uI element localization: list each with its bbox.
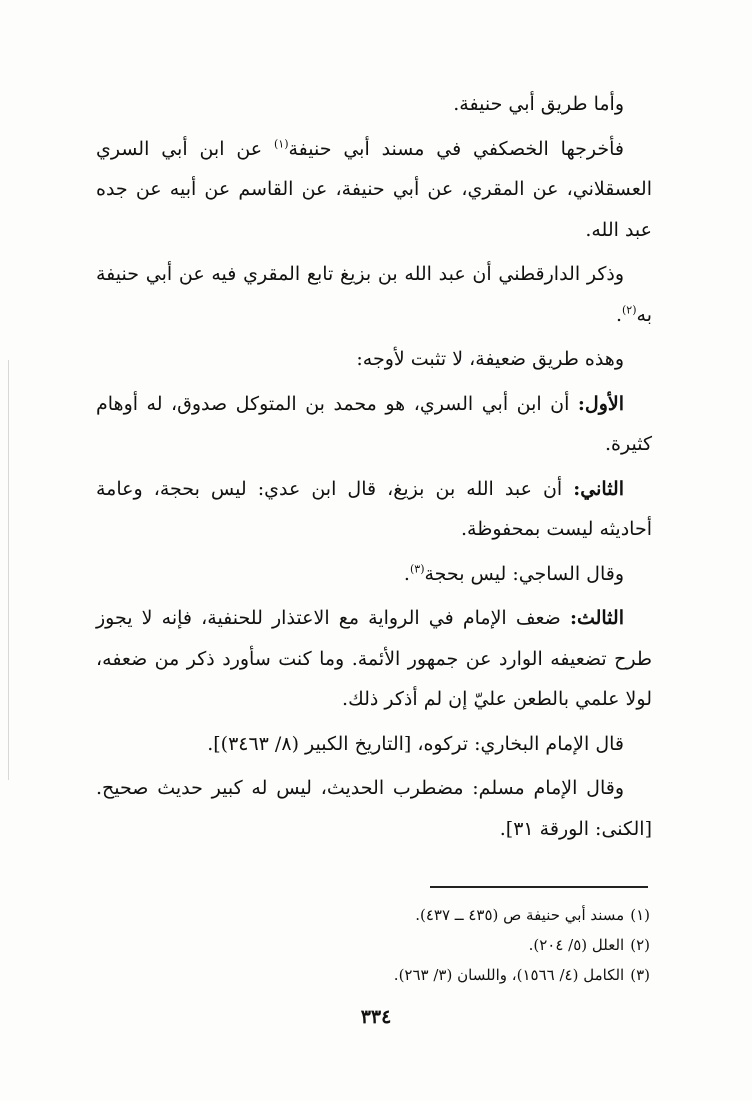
paragraph-lead: الأول: — [577, 392, 624, 415]
paragraph-3 — [96, 254, 652, 335]
paragraph-5 — [96, 384, 652, 465]
paragraph-10 — [96, 768, 652, 849]
footnote-1 — [120, 900, 652, 930]
paragraph-text: وقال الساجي: ليس بحجة — [424, 562, 624, 585]
paragraph-tail: عن ابن أبي السري العسقلاني، عن المقري، عن أبي حنيفة، عن القاسم عن أبيه عن جده عبد الله. — [96, 137, 652, 241]
footnote-text: العلل (٥/ ٢٠٤). — [528, 936, 625, 954]
paragraph-7 — [96, 554, 652, 595]
footnote-text: الكامل (٤/ ١٥٦٦)، واللسان (٣/ ٢٦٣). — [393, 966, 625, 984]
paragraph-6 — [96, 469, 652, 550]
margin-line — [8, 360, 9, 780]
footnote-separator — [430, 886, 648, 888]
paragraph-text: وذكر الدارقطني أن عبد الله بن بزيغ تابع المقري فيه عن أبي حنيفة به — [96, 263, 652, 326]
footnote-number: (٢) — [630, 936, 650, 954]
paragraph-tail: . — [403, 562, 410, 585]
paragraph-text: أن ابن أبي السري، هو محمد بن المتوكل صدوق، له أوهام كثيرة. — [96, 392, 652, 455]
footnote-ref: (٢) — [622, 303, 637, 317]
paragraph-tail: . — [615, 303, 622, 326]
paragraph-text: وأما طريق أبي حنيفة. — [453, 93, 624, 115]
paragraph-1 — [96, 84, 652, 125]
paragraph-lead: الثاني: — [573, 477, 624, 500]
paragraph-8 — [96, 598, 652, 720]
footnote-number: (١) — [630, 906, 650, 924]
paragraph-4 — [96, 339, 652, 380]
paragraph-text: ضعف الإمام في الرواية مع الاعتذار للحنفية، فإنه لا يجوز طرح تضعيفه الوارد عن جمهور الأئمة. وما كنت سأورد ذكر من ضعفه، لولا علمي بالطعن عليّ إن لم أذكر ذلك. — [96, 607, 652, 710]
paragraph-text: قال الإمام البخاري: تركوه، [التاريخ الكبير (٨/ ٣٤٦٣)]. — [207, 732, 624, 755]
paragraph-text: أن عبد الله بن بزيغ، قال ابن عدي: ليس بحجة، وعامة أحاديثه ليست بمحفوظة. — [96, 477, 652, 540]
footnotes — [120, 900, 652, 990]
paragraph-2 — [96, 129, 652, 251]
footnote-number: (٣) — [630, 966, 650, 984]
footnote-2 — [120, 930, 652, 960]
paragraph-9 — [96, 724, 652, 765]
page-number: ٣٣٤ — [360, 1006, 392, 1028]
paragraph-text: وهذه طريق ضعيفة، لا تثبت لأوجه: — [356, 348, 624, 370]
paragraph-lead: الثالث: — [569, 607, 624, 629]
footnote-3 — [120, 960, 652, 990]
footnote-ref: (١) — [273, 137, 289, 151]
main-text — [96, 84, 652, 849]
footnote-ref: (٣) — [409, 562, 425, 576]
paragraph-text: وقال الإمام مسلم: مضطرب الحديث، ليس له كبير حديث صحيح. [الكنى: الورقة ٣١]. — [96, 777, 652, 840]
footnote-text: مسند أبي حنيفة ص (٤٣٥ ــ ٤٣٧). — [415, 906, 625, 924]
paragraph-text: فأخرجها الخصكفي في مسند أبي حنيفة — [288, 137, 624, 160]
